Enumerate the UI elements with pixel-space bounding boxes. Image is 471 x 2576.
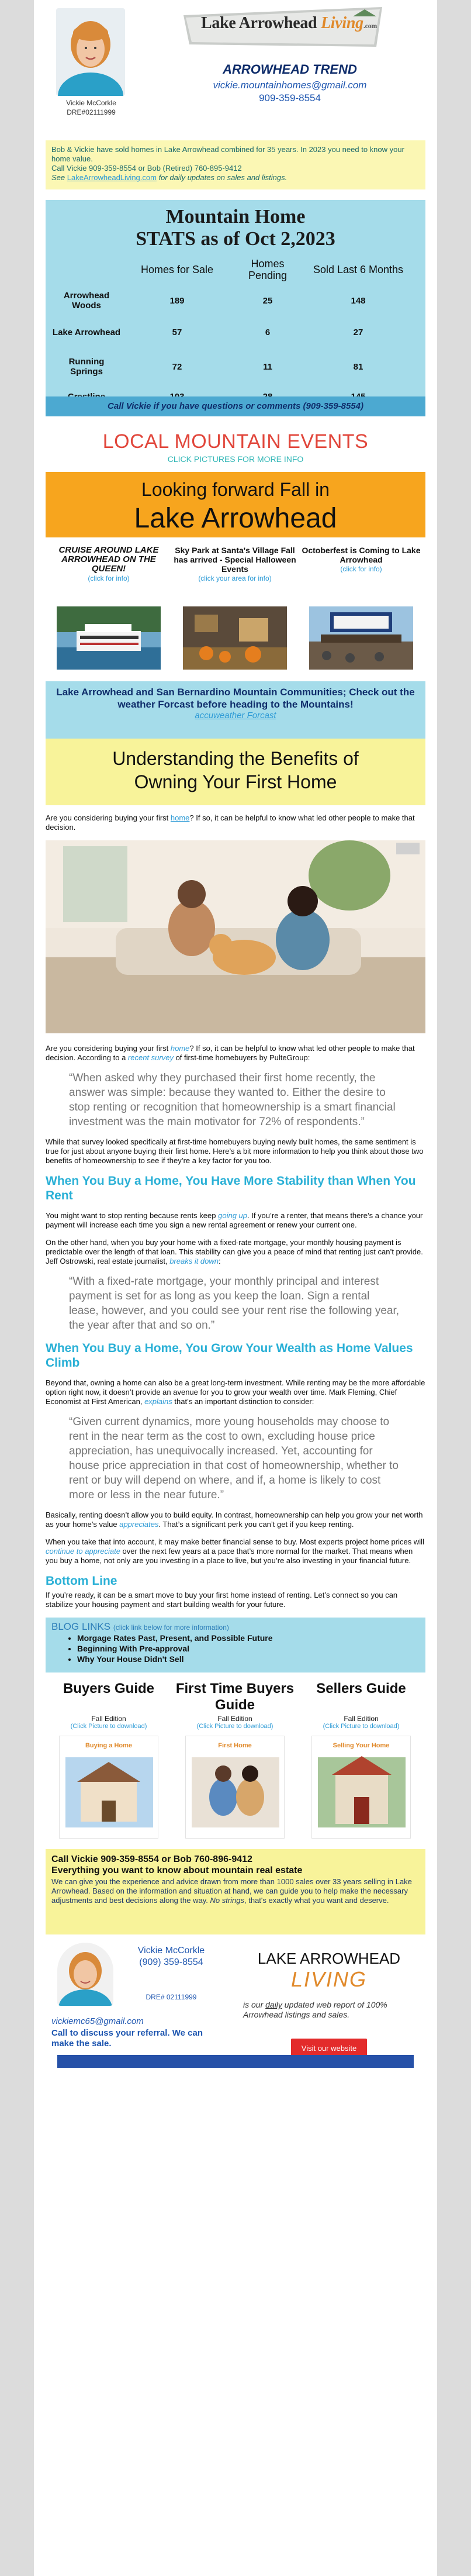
newsletter-page xyxy=(34,0,437,2576)
halloween-event-image[interactable] xyxy=(183,606,287,670)
events-subtitle: CLICK PICTURES FOR MORE INFO xyxy=(167,454,304,464)
boat-cruise-image[interactable] xyxy=(57,606,161,670)
contact-headline-1: Call Vickie 909-359-8554 or Bob 760-896-9412 xyxy=(51,1854,252,1864)
stats-col-pending: Homes Pending xyxy=(248,258,288,281)
signoff-name-block xyxy=(110,1945,233,1968)
stats-title-line-2: STATS as of Oct 2,2023 xyxy=(136,228,335,250)
text-run: : xyxy=(219,1257,221,1265)
event-title-text: CRUISE AROUND LAKE ARROWHEAD ON THE QUEEN! xyxy=(58,545,159,574)
first-time-buyers-guide-cover[interactable] xyxy=(185,1736,285,1839)
guide-download-link[interactable]: (Click Picture to download) xyxy=(70,1723,147,1730)
blog-link[interactable]: • Morgage Rates Past, Present, and Possible Future xyxy=(77,1633,420,1643)
visit-website-button[interactable]: Visit our website xyxy=(291,2039,367,2058)
event-title xyxy=(298,546,424,603)
article-paragraph xyxy=(46,1044,425,1063)
text-run: Are you considering buying your first xyxy=(46,813,171,822)
intro-line-1: Bob & Vickie have sold homes in Lake Arrowhead combined for 35 years. In 2023 you need to know your home value. xyxy=(51,145,404,163)
cover-title: Buying a Home xyxy=(85,1742,133,1749)
stats-area: Lake Arrowhead xyxy=(52,327,121,337)
signoff-agent-name: Vickie McCorkle xyxy=(137,1946,205,1956)
agent-caption xyxy=(46,98,137,117)
logo-accent: Living xyxy=(321,14,363,32)
agent-photo-small xyxy=(57,1943,113,2006)
logo-text xyxy=(201,14,377,33)
contact-body xyxy=(51,1877,420,1905)
event-title xyxy=(46,546,172,603)
guides-row xyxy=(46,1681,425,1839)
intro-box xyxy=(46,140,425,189)
signoff-block xyxy=(46,1934,425,2068)
text-run: On the other hand, when you buy your home with a fixed-rate mortgage, your monthly housing payment is predictable over the length of that loan. This stability can give you a peace of mind that renting just can’t provide. Jeff Ostrowski, real estate journalist, xyxy=(46,1238,423,1265)
blog-link[interactable]: • Why Your House Didn't Sell xyxy=(77,1654,420,1664)
event-item[interactable] xyxy=(172,546,298,670)
blog-link[interactable]: • Beginning With Pre-approval xyxy=(77,1643,420,1654)
article-title-line-1: Understanding the Benefits of xyxy=(112,748,359,769)
blog-links-list xyxy=(77,1633,420,1664)
contact-headline-2: Everything you want to know about mountain real estate xyxy=(51,1865,303,1875)
guide-card[interactable] xyxy=(172,1681,298,1839)
guide-download-link[interactable]: (Click Picture to download) xyxy=(196,1723,273,1730)
stats-row xyxy=(51,287,420,315)
quote-block: “With a fixed-rate mortgage, your monthly principal and interest payment is set for as long as you keep the loan. Sign a rental lease, however, and you could see your rent rise the following year, the year after that and so on.” xyxy=(69,1275,400,1332)
guide-title: Sellers Guide xyxy=(316,1681,406,1696)
section-heading: Bottom Line xyxy=(46,1574,117,1588)
stats-sold: 27 xyxy=(353,327,363,337)
fall-banner-line-1: Looking forward Fall in xyxy=(141,479,330,500)
article-paragraph xyxy=(46,1537,425,1565)
agent-dre: DRE#02111999 xyxy=(67,108,116,116)
stats-header-row xyxy=(51,253,420,287)
article-paragraph: While that survey looked specifically at first-time homebuyers buying newly built homes, the same sentiment is true for just about anyone buying their first home. Here’s a bit more information to help you think about those two benefits of homeownership to see if they’re a key factor for you too. xyxy=(46,1137,424,1165)
text-run: We can give you the experience and advice drawn from more than 1000 sales over 33 years selling in Lake Arrowhead. Based on the information and situation at hand, we can guide you to help make the necessary adjustments and best decisions along the way. xyxy=(51,1877,412,1905)
fall-banner-line-2: Lake Arrowhead xyxy=(134,503,337,534)
stats-sold: 148 xyxy=(351,295,366,306)
stats-panel xyxy=(46,200,425,416)
newsletter-title: ARROWHEAD TREND xyxy=(223,62,357,77)
stats-area: Running Springs xyxy=(68,357,105,377)
intro-line-3 xyxy=(51,173,420,182)
quote-block: “Given current dynamics, more young households may choose to rent in the near term as the cost to own, excluding house price appreciation, has unequivocally increased. Yet, accounting for house price appreciation in that cost of homeownership, whether to rent or buy will depend on where, and if, a home is likely to cost more or less in the near future.” xyxy=(69,1416,399,1501)
stats-row xyxy=(51,315,420,350)
events-title: LOCAL MOUNTAIN EVENTS xyxy=(102,430,369,453)
text-run: ? If so, it can be helpful to know what led other people to make that decision. According to a xyxy=(46,1044,415,1062)
text-run: of first-time homebuyers by PulteGroup: xyxy=(173,1053,310,1062)
text-run-emphasis: No strings xyxy=(210,1896,245,1905)
text-run-underline: daily xyxy=(265,2000,282,2009)
blog-links-heading: BLOG LINKS xyxy=(51,1621,111,1632)
text-run: Basically, renting doesn’t allow you to build equity. In contrast, homeownership can help you grow your net worth as your home’s value xyxy=(46,1511,423,1529)
logo-suffix: .com xyxy=(363,22,377,30)
section-heading: When You Buy a Home, You Grow Your Wealth as Home Values Climb xyxy=(46,1342,413,1370)
stats-call-banner[interactable]: Call Vickie if you have questions or comments (909-359-8554) xyxy=(46,396,425,416)
stats-table xyxy=(51,253,420,409)
inline-link[interactable]: appreciates xyxy=(119,1520,159,1529)
text-run: ? If so, it can be helpful to know what led other people to make that decision. xyxy=(46,813,415,832)
article-paragraph xyxy=(46,1238,425,1266)
stats-row xyxy=(51,350,420,384)
site-link[interactable]: LakeArrowheadLiving.com xyxy=(67,173,157,182)
guide-edition: Fall Edition xyxy=(217,1715,252,1723)
guide-card[interactable] xyxy=(46,1681,172,1839)
article-paragraph xyxy=(46,1211,425,1230)
text-run: You might want to stop renting because rents keep xyxy=(46,1211,219,1220)
event-info-link[interactable]: (click for info) xyxy=(88,574,130,582)
guide-edition: Fall Edition xyxy=(344,1715,379,1723)
article-title-banner xyxy=(46,739,425,805)
event-info-link[interactable]: (click your area for info) xyxy=(198,574,272,582)
text-run: . If you’re a renter, that means there’s a chance your payment will increase each time you sign a new rental agreement or renew your current one. xyxy=(46,1211,423,1229)
signoff-agent-phone[interactable]: (909) 359-8554 xyxy=(139,1957,203,1967)
weather-panel xyxy=(46,681,425,739)
inline-link[interactable]: home xyxy=(170,1044,190,1053)
event-title xyxy=(172,546,298,603)
guide-download-link[interactable]: (Click Picture to download) xyxy=(323,1723,400,1730)
header-phone[interactable]: 909-359-8554 xyxy=(259,92,321,104)
quote-block: “When asked why they purchased their first home recently, the answer was simple: because they wanted to. Either the desire to stop renting or recognition that homeownership is a smart financial investment was the main motivator for 72% of respondents.” xyxy=(69,1072,396,1128)
weather-text: Lake Arrowhead and San Bernardino Mountain Communities; Check out the weather Forcast before heading to the Mountains! xyxy=(56,687,415,710)
inline-link[interactable]: continue to appreciate xyxy=(46,1547,120,1556)
intro-line-3-suffix: for daily updates on sales and listings. xyxy=(156,173,288,182)
footer-description xyxy=(243,2000,413,2020)
text-run: . That’s a significant perk you can’t get if you keep renting. xyxy=(158,1520,354,1529)
article-paragraph xyxy=(46,1378,425,1406)
guide-title: First Time Buyers Guide xyxy=(175,1681,295,1713)
stats-title-line-1: Mountain Home xyxy=(165,206,306,227)
footer-logo-line-1: LAKE ARROWHEAD xyxy=(257,1950,401,1967)
logo-main: Lake Arrowhead xyxy=(201,14,317,32)
stats-pending: 11 xyxy=(263,361,272,372)
event-info-link[interactable]: (click for info) xyxy=(340,565,382,573)
agent-photo xyxy=(56,8,125,96)
cover-title: Selling Your Home xyxy=(333,1742,390,1749)
stats-col-sold: Sold Last 6 Months xyxy=(313,264,404,275)
couple-with-dog-image xyxy=(46,840,425,1033)
intro-line-2: Call Vickie 909-359-8554 or Bob (Retired) 760-895-9412 xyxy=(51,164,242,173)
text-run: Beyond that, owning a home can also be a great long-term investment. While renting may be the more affordable option right now, it doesn’t provide an avenue for you to grow your wealth over time. Mark Fleming, Chief Economist at First American, xyxy=(46,1378,425,1406)
fall-banner xyxy=(46,472,425,537)
text-run: , that's exactly what you want and deserve. xyxy=(244,1896,389,1905)
article-paragraph xyxy=(46,1511,425,1529)
stats-for-sale: 72 xyxy=(172,361,182,372)
inline-link[interactable]: explains xyxy=(144,1397,172,1406)
intro-line-3-prefix: See xyxy=(51,173,67,182)
sellers-guide-cover[interactable] xyxy=(311,1736,411,1839)
section-heading: When You Buy a Home, You Have More Stability than When You Rent xyxy=(46,1174,416,1202)
article-paragraph xyxy=(46,813,425,832)
inline-link[interactable]: going up xyxy=(218,1211,247,1220)
header-email-link[interactable]: vickie.mountainhomes@gmail.com xyxy=(213,80,367,91)
stats-area: Arrowhead Woods xyxy=(63,291,110,311)
stats-for-sale: 57 xyxy=(172,327,182,337)
text-run: updated web report of 100% Arrowhead listings and sales. xyxy=(243,2000,387,2019)
signoff-call-text: Call to discuss your referral. We can make the sale. xyxy=(51,2028,203,2049)
agent-name: Vickie McCorkle xyxy=(66,99,116,107)
guide-edition: Fall Edition xyxy=(91,1715,126,1723)
stats-title xyxy=(46,200,425,250)
buyers-guide-cover[interactable] xyxy=(59,1736,158,1839)
stats-pending: 25 xyxy=(262,295,273,306)
events-header xyxy=(34,430,437,464)
article-paragraph: If you’re ready, it can be a smart move to buy your first home instead of renting. Let’s connect so you can stabilize your housing payment and start building wealth for your future. xyxy=(46,1591,398,1609)
cover-title: First Home xyxy=(218,1742,252,1749)
signoff-agent-dre: DRE# 02111999 xyxy=(146,1993,197,2001)
blog-links-hint: (click link below for more information) xyxy=(113,1623,229,1632)
text-run: Are you considering buying your first xyxy=(46,1044,171,1053)
stats-pending: 6 xyxy=(265,327,271,337)
article-title-line-2: Owning Your First Home xyxy=(134,771,337,792)
guide-card[interactable] xyxy=(298,1681,424,1839)
inline-link[interactable]: breaks it down xyxy=(169,1257,219,1265)
signoff-email-link[interactable]: vickiemc65@gmail.com xyxy=(51,2016,144,2026)
text-run: is our xyxy=(243,2000,266,2009)
stats-col-for-sale: Homes for Sale xyxy=(140,264,214,275)
blog-links-title xyxy=(51,1621,420,1633)
header xyxy=(34,0,437,140)
inline-link[interactable]: home xyxy=(170,813,190,822)
blog-links-panel xyxy=(46,1618,425,1672)
contact-panel xyxy=(46,1849,425,1934)
weather-forecast-link[interactable]: accuweather Forcast xyxy=(195,711,276,720)
event-title-text: Sky Park at Santa's Village Fall has arrived - Special Halloween Events xyxy=(174,546,296,574)
event-item[interactable] xyxy=(298,546,424,670)
event-title-text: Octoberfest is Coming to Lake Arrowhead xyxy=(302,546,421,564)
site-logo[interactable] xyxy=(178,4,388,50)
stats-for-sale: 189 xyxy=(169,295,185,306)
oktoberfest-image[interactable] xyxy=(309,606,413,670)
stats-sold: 81 xyxy=(353,361,363,372)
footer-logo-line-2: LIVING xyxy=(290,1967,368,1991)
guide-title: Buyers Guide xyxy=(63,1681,155,1696)
survey-link[interactable]: recent survey xyxy=(127,1053,174,1062)
text-run: When you take that into account, it may make better financial sense to buy. Most experts project home prices will xyxy=(46,1537,424,1546)
footer-bar xyxy=(57,2055,414,2068)
text-run: that’s an important distinction to consider: xyxy=(172,1397,314,1406)
events-list xyxy=(46,546,425,670)
text-run: over the next few years at a pace that’s more normal for the market. That means when you buy a home, not only are you investing in a place to live, but you’re also investing in your financial future. xyxy=(46,1547,413,1565)
event-item[interactable] xyxy=(46,546,172,670)
